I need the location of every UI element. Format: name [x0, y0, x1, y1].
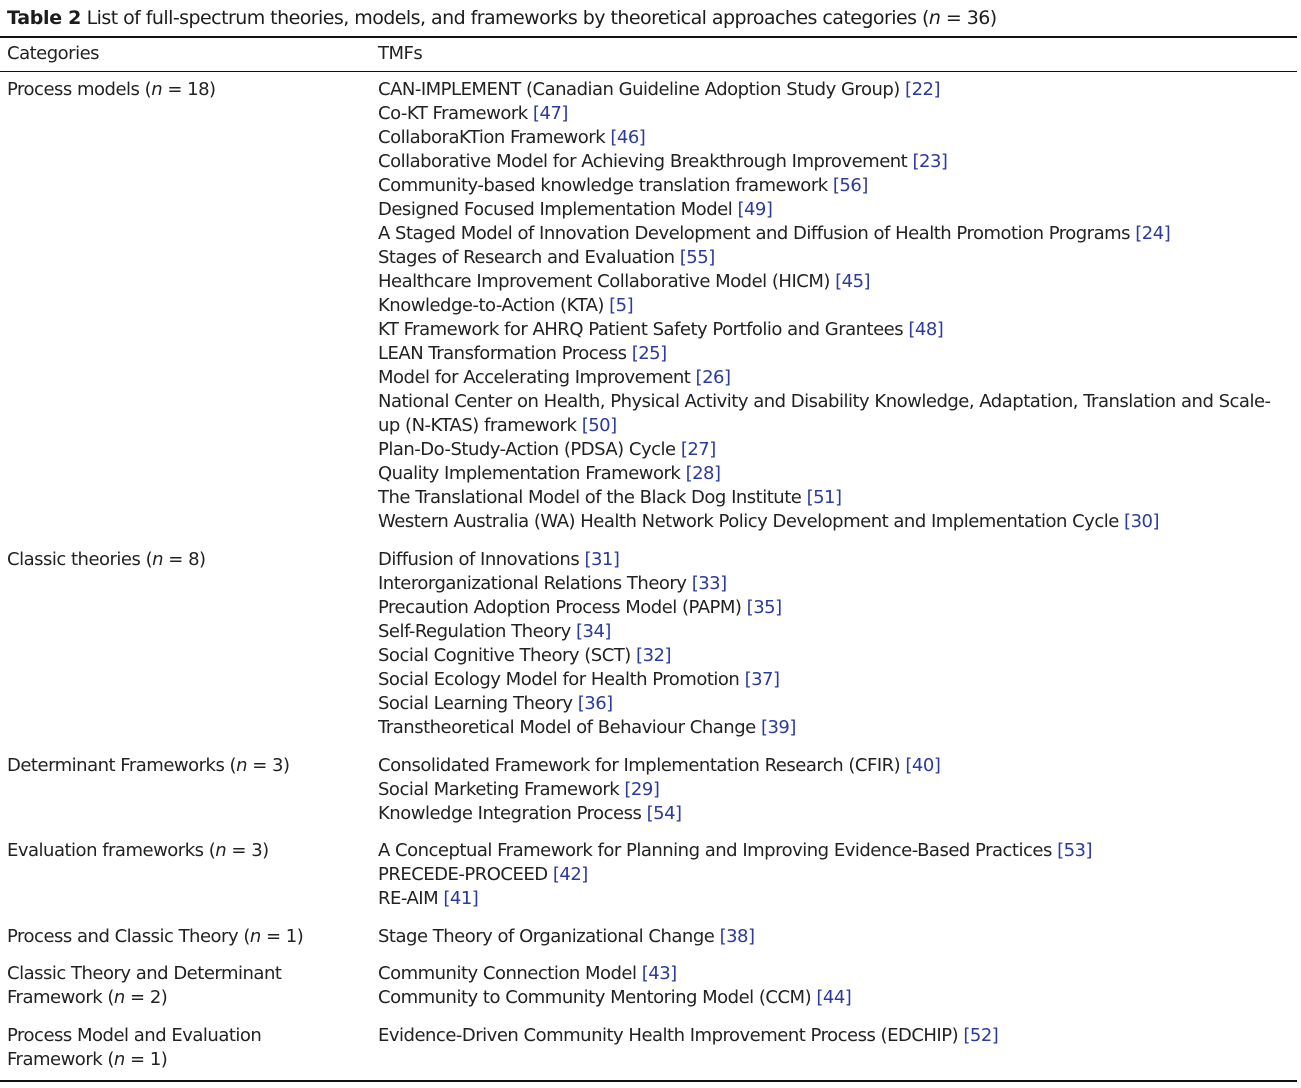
- tmf-item: [378, 962, 1283, 986]
- tmf-name: PRECEDE-PROCEED: [378, 864, 548, 885]
- tmf-name: Knowledge Integration Process: [378, 803, 642, 824]
- citation-link[interactable]: [48]: [908, 319, 944, 340]
- category-cell: [7, 78, 337, 102]
- tmf-name: CAN-IMPLEMENT (Canadian Guideline Adoption Study Group): [378, 79, 900, 100]
- citation-link[interactable]: [33]: [691, 573, 727, 594]
- tmf-item: [378, 644, 1283, 668]
- citation-link[interactable]: [42]: [552, 864, 588, 885]
- citation-link[interactable]: [51]: [806, 487, 842, 508]
- citation-link[interactable]: [39]: [760, 717, 796, 738]
- tmf-name: Community to Community Mentoring Model (CCM): [378, 987, 812, 1008]
- category-n-symbol: n: [249, 926, 261, 947]
- tmf-list: [378, 754, 1283, 826]
- tmf-item: [378, 863, 1283, 887]
- tmf-name: Social Marketing Framework: [378, 779, 620, 800]
- tmf-item: [378, 839, 1283, 863]
- tmf-item: [378, 294, 1283, 318]
- citation-link[interactable]: [31]: [584, 549, 620, 570]
- citation-link[interactable]: [37]: [744, 669, 780, 690]
- tmf-item: [378, 692, 1283, 716]
- category-cell: [7, 962, 307, 1010]
- tmf-name: Interorganizational Relations Theory: [378, 573, 687, 594]
- citation-link[interactable]: [28]: [685, 463, 721, 484]
- category-text: Process models (: [7, 79, 152, 100]
- citation-link[interactable]: [34]: [575, 621, 611, 642]
- category-n-symbol: n: [113, 1049, 125, 1070]
- citation-link[interactable]: [44]: [816, 987, 852, 1008]
- tmf-name: Plan-Do-Study-Action (PDSA) Cycle: [378, 439, 676, 460]
- citation-link[interactable]: [50]: [581, 415, 617, 436]
- tmf-item: [378, 716, 1283, 740]
- category-n-symbol: n: [151, 79, 163, 100]
- tmf-name: Social Ecology Model for Health Promotion: [378, 669, 740, 690]
- citation-link[interactable]: [23]: [912, 151, 948, 172]
- tmf-name: Model for Accelerating Improvement: [378, 367, 691, 388]
- tmf-item: [378, 510, 1283, 534]
- tmf-item: [378, 1024, 1283, 1048]
- tmf-name: Collaborative Model for Achieving Breakthrough Improvement: [378, 151, 908, 172]
- tmf-list: [378, 1024, 1283, 1048]
- tmf-item: [378, 318, 1283, 342]
- citation-link[interactable]: [30]: [1124, 511, 1159, 532]
- tmf-item: [378, 620, 1283, 644]
- tmf-item: [378, 486, 1283, 510]
- tmf-item: [378, 198, 1283, 222]
- tmf-list: [378, 548, 1283, 740]
- tmf-item: [378, 986, 1283, 1010]
- tmf-name: Social Cognitive Theory (SCT): [378, 645, 631, 666]
- tmf-name: Precaution Adoption Process Model (PAPM): [378, 597, 742, 618]
- category-text: = 2): [124, 987, 168, 1008]
- tmf-name: Quality Implementation Framework: [378, 463, 681, 484]
- category-n-symbol: n: [215, 840, 227, 861]
- header-tmfs: TMFs: [378, 43, 423, 64]
- tmf-name: National Center on Health, Physical Activity and Disability Knowledge, Adaptation, Translation and Scale-up (N-KTAS) framework: [378, 391, 1271, 436]
- category-text: = 18): [162, 79, 216, 100]
- tmf-item: [378, 548, 1283, 572]
- tmf-item: [378, 925, 1283, 949]
- tmf-item: [378, 78, 1283, 102]
- citation-link[interactable]: [56]: [832, 175, 868, 196]
- tmf-name: Social Learning Theory: [378, 693, 573, 714]
- table-top-rule: [0, 36, 1297, 38]
- tmf-name: Community-based knowledge translation framework: [378, 175, 828, 196]
- category-text: Process Model and Evaluation Framework (: [7, 1025, 262, 1070]
- citation-link[interactable]: [25]: [631, 343, 667, 364]
- tmf-name: Transtheoretical Model of Behaviour Change: [378, 717, 756, 738]
- citation-link[interactable]: [41]: [443, 888, 479, 909]
- tmf-item: [378, 438, 1283, 462]
- tmf-item: [378, 668, 1283, 692]
- tmf-item: [378, 270, 1283, 294]
- tmf-name: RE-AIM: [378, 888, 439, 909]
- citation-link[interactable]: [53]: [1057, 840, 1093, 861]
- tmf-name: A Conceptual Framework for Planning and Improving Evidence-Based Practices: [378, 840, 1052, 861]
- category-cell: [7, 839, 337, 863]
- category-text: = 8): [163, 549, 206, 570]
- tmf-item: [378, 246, 1283, 270]
- citation-link[interactable]: [47]: [532, 103, 568, 124]
- tmf-item: [378, 778, 1283, 802]
- tmf-name: Knowledge-to-Action (KTA): [378, 295, 604, 316]
- tmf-item: [378, 754, 1283, 778]
- tmf-name: The Translational Model of the Black Dog Institute: [378, 487, 802, 508]
- tmf-list: [378, 925, 1283, 949]
- tmf-name: Western Australia (WA) Health Network Policy Development and Implementation Cycle: [378, 511, 1119, 532]
- tmf-item: [378, 126, 1283, 150]
- citation-link[interactable]: [35]: [746, 597, 782, 618]
- citation-link[interactable]: [52]: [963, 1025, 999, 1046]
- caption-n-value: = 36): [940, 7, 997, 29]
- citation-link[interactable]: [40]: [905, 755, 941, 776]
- tmf-name: Community Connection Model: [378, 963, 637, 984]
- category-text: Classic Theory and Determinant Framework (: [7, 963, 282, 1008]
- citation-link[interactable]: [43]: [641, 963, 677, 984]
- citation-link[interactable]: [22]: [905, 79, 940, 100]
- category-text: Process and Classic Theory (: [7, 926, 250, 947]
- citation-link[interactable]: [49]: [737, 199, 773, 220]
- category-cell: [7, 548, 337, 572]
- tmf-item: [378, 342, 1283, 366]
- tmf-name: Diffusion of Innovations: [378, 549, 580, 570]
- tmf-item: [378, 390, 1283, 438]
- category-text: = 1): [260, 926, 304, 947]
- table-header-rule: [0, 71, 1297, 72]
- caption-n-symbol: n: [928, 7, 941, 29]
- tmf-list: [378, 78, 1283, 534]
- citation-link[interactable]: [27]: [680, 439, 716, 460]
- header-categories: Categories: [7, 43, 100, 64]
- table-caption: [7, 4, 1297, 32]
- tmf-list: [378, 839, 1283, 911]
- citation-link[interactable]: [54]: [646, 803, 682, 824]
- citation-link[interactable]: [24]: [1135, 223, 1171, 244]
- tmf-name: KT Framework for AHRQ Patient Safety Portfolio and Grantees: [378, 319, 904, 340]
- tmf-item: [378, 462, 1283, 486]
- category-text: = 3): [226, 840, 269, 861]
- caption-text: List of full-spectrum theories, models, and frameworks by theoretical approaches categories (: [86, 7, 929, 29]
- tmf-name: CollaboraKTion Framework: [378, 127, 606, 148]
- category-text: = 1): [124, 1049, 168, 1070]
- citation-link[interactable]: [36]: [577, 693, 613, 714]
- tmf-item: [378, 174, 1283, 198]
- tmf-name: Designed Focused Implementation Model: [378, 199, 733, 220]
- table-bottom-rule: [0, 1080, 1297, 1082]
- tmf-item: [378, 572, 1283, 596]
- tmf-item: [378, 102, 1283, 126]
- tmf-item: [378, 887, 1283, 911]
- tmf-item: [378, 366, 1283, 390]
- tmf-list: [378, 962, 1283, 1010]
- category-text: Classic theories (: [7, 549, 153, 570]
- table-label: Table 2: [7, 7, 82, 29]
- tmf-item: [378, 222, 1283, 246]
- tmf-name: Self-Regulation Theory: [378, 621, 571, 642]
- citation-link[interactable]: [45]: [835, 271, 871, 292]
- tmf-item: [378, 802, 1283, 826]
- category-text: Evaluation frameworks (: [7, 840, 216, 861]
- tmf-name: Stages of Research and Evaluation: [378, 247, 675, 268]
- tmf-name: Consolidated Framework for Implementation Research (CFIR): [378, 755, 901, 776]
- category-n-symbol: n: [113, 987, 125, 1008]
- tmf-name: A Staged Model of Innovation Development and Diffusion of Health Promotion Programs: [378, 223, 1131, 244]
- tmf-item: [378, 596, 1283, 620]
- category-n-symbol: n: [152, 549, 164, 570]
- tmf-name: Healthcare Improvement Collaborative Model (HICM): [378, 271, 830, 292]
- citation-link[interactable]: [32]: [636, 645, 671, 666]
- category-cell: [7, 925, 337, 949]
- citation-link[interactable]: [29]: [624, 779, 660, 800]
- tmf-name: Evidence-Driven Community Health Improvement Process (EDCHIP): [378, 1025, 959, 1046]
- citation-link[interactable]: [5]: [609, 295, 634, 316]
- category-cell: [7, 754, 337, 778]
- tmf-name: LEAN Transformation Process: [378, 343, 627, 364]
- tmf-name: Stage Theory of Organizational Change: [378, 926, 715, 947]
- citation-link[interactable]: [55]: [679, 247, 715, 268]
- citation-link[interactable]: [26]: [695, 367, 731, 388]
- category-text: = 3): [247, 755, 290, 776]
- citation-link[interactable]: [46]: [610, 127, 646, 148]
- tmf-item: [378, 150, 1283, 174]
- category-cell: [7, 1024, 307, 1072]
- category-text: Determinant Frameworks (: [7, 755, 237, 776]
- tmf-name: Co-KT Framework: [378, 103, 528, 124]
- citation-link[interactable]: [38]: [719, 926, 755, 947]
- category-n-symbol: n: [236, 755, 247, 776]
